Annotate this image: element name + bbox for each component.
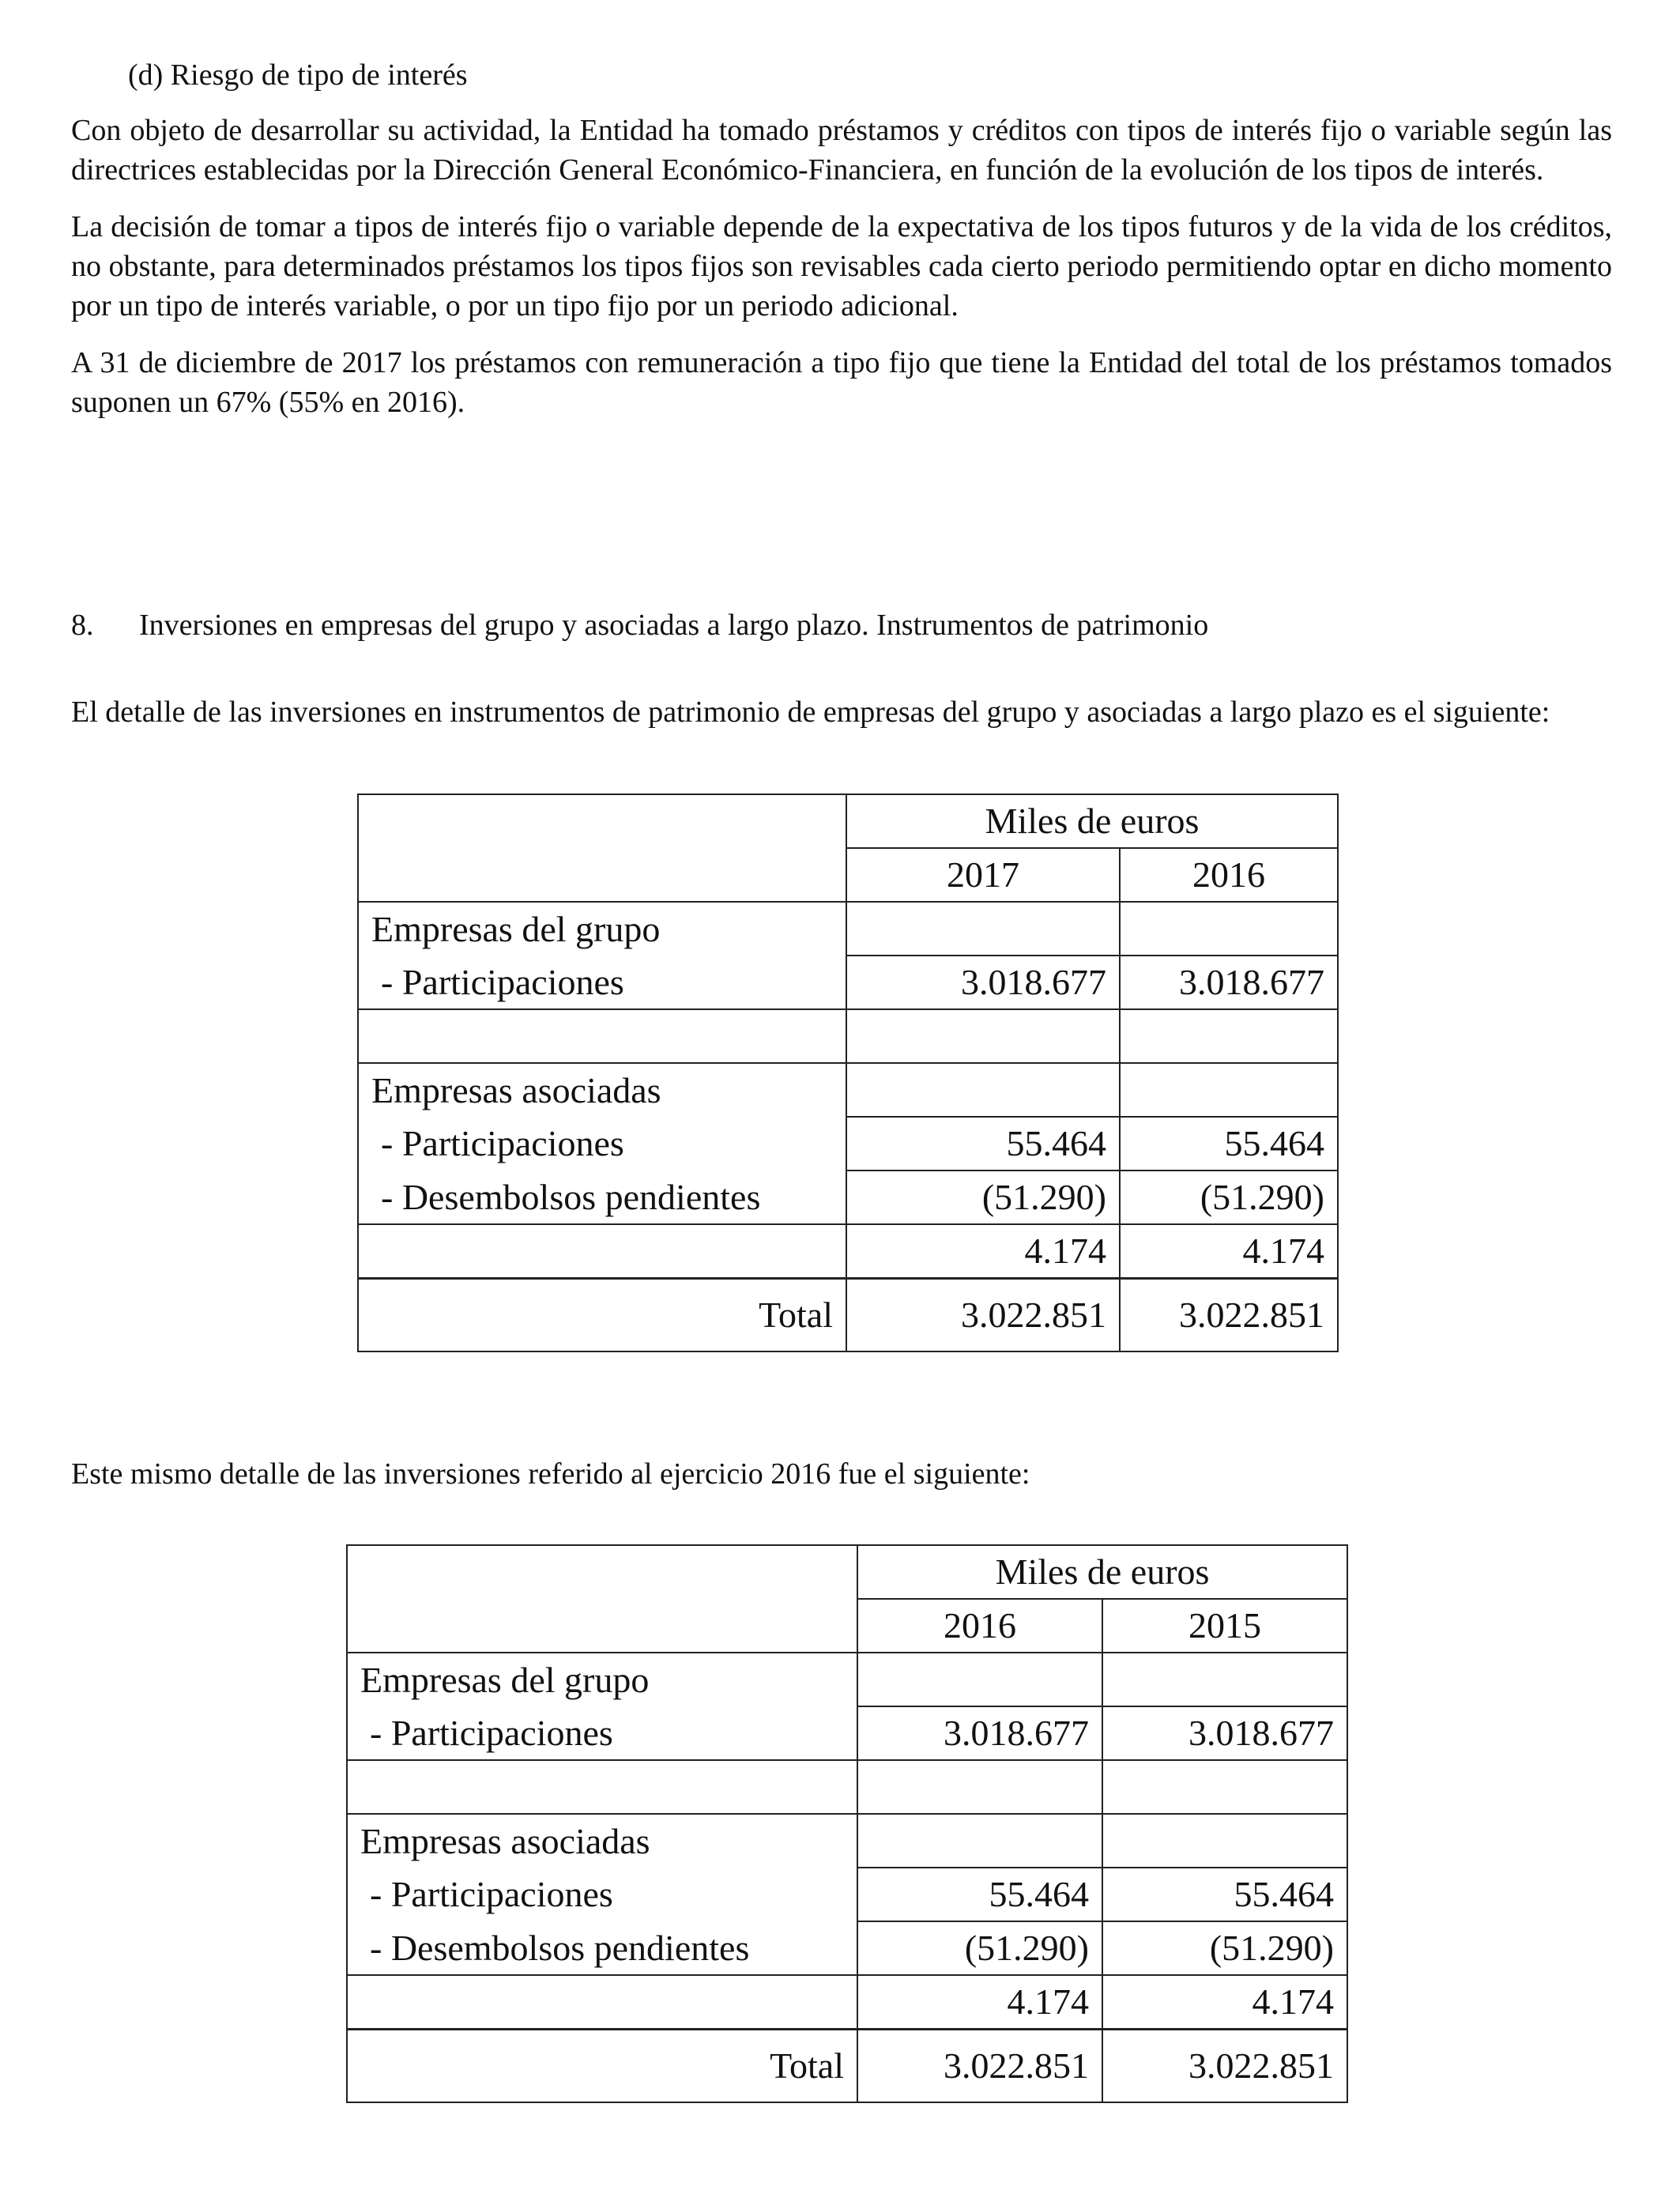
empty-cell (1120, 902, 1338, 956)
assoc-label: Empresas asociadas (347, 1814, 857, 1868)
assoc-participaciones-b: 55.464 (1120, 1117, 1338, 1171)
empty-cell (857, 1653, 1102, 1706)
section-heading (71, 607, 1208, 643)
empty-cell (846, 1063, 1120, 1117)
desembolsos-a: (51.290) (846, 1171, 1120, 1224)
subtotal-a: 4.174 (857, 1975, 1102, 2030)
paragraph-3: A 31 de diciembre de 2017 los préstamos con remuneración a tipo fijo que tiene la Entidad del total de los préstamos tomados suponen un 67% (55% en 2016). (71, 346, 1612, 419)
intro-text-2: Este mismo detalle de las inversiones referido al ejercicio 2016 fue el siguiente: (71, 1457, 1030, 1491)
subtotal-b: 4.174 (1102, 1975, 1347, 2030)
desembolsos-a: (51.290) (857, 1921, 1102, 1975)
unit-header: Miles de euros (846, 794, 1338, 848)
assoc-participaciones-label: - Participaciones (347, 1868, 857, 1921)
paragraph-1: Con objeto de desarrollar su actividad, la Entidad ha tomado préstamos y créditos con tipos de interés fijo o variable según las directrices establecidas por la Dirección General Económico-Financiera, en función de la evolución de los tipos de interés. (71, 114, 1612, 187)
total-b: 3.022.851 (1102, 2030, 1347, 2103)
year-header-b: 2016 (1120, 848, 1338, 902)
empty-cell (857, 1814, 1102, 1868)
spacer-cell (857, 1760, 1102, 1814)
subtotal-a: 4.174 (846, 1224, 1120, 1279)
total-a: 3.022.851 (846, 1279, 1120, 1352)
total-label: Total (358, 1279, 846, 1352)
total-label: Total (347, 2030, 857, 2103)
group-label: Empresas del grupo (347, 1653, 857, 1706)
subtotal-blank-cell (358, 1224, 846, 1279)
group-participaciones-a: 3.018.677 (857, 1706, 1102, 1760)
assoc-participaciones-label: - Participaciones (358, 1117, 846, 1171)
year-header-a: 2016 (857, 1599, 1102, 1653)
group-participaciones-b: 3.018.677 (1120, 956, 1338, 1009)
assoc-participaciones-a: 55.464 (857, 1868, 1102, 1921)
desembolsos-label: - Desembolsos pendientes (358, 1171, 846, 1224)
section-number: 8. (71, 609, 94, 642)
empty-cell (1102, 1814, 1347, 1868)
intro-text: El detalle de las inversiones en instrumentos de patrimonio de empresas del grupo y asociadas a largo plazo es el siguiente: (71, 696, 1550, 729)
year-header-b: 2015 (1102, 1599, 1347, 1653)
assoc-label: Empresas asociadas (358, 1063, 846, 1117)
empty-cell (1120, 1063, 1338, 1117)
subsection-title: (d) Riesgo de tipo de interés (128, 58, 468, 92)
subtotal-blank-cell (347, 1975, 857, 2030)
header-blank-cell (347, 1545, 857, 1653)
assoc-participaciones-a: 55.464 (846, 1117, 1120, 1171)
group-participaciones-a: 3.018.677 (846, 956, 1120, 1009)
spacer-cell (1120, 1009, 1338, 1063)
desembolsos-b: (51.290) (1102, 1921, 1347, 1975)
spacer-cell (846, 1009, 1120, 1063)
paragraph-2: La decisión de tomar a tipos de interés fijo o variable depende de la expectativa de los tipos futuros y de la vida de los créditos, no obstante, para determinados préstamos los tipos fijos son revisables cada cierto periodo permitiendo optar en dicho momento por un tipo de interés variable, o por un tipo fijo por un periodo adicional. (71, 210, 1612, 322)
investments-table-2016 (346, 1544, 1348, 2103)
section-title: Inversiones en empresas del grupo y asociadas a largo plazo. Instrumentos de patrimonio (139, 609, 1209, 642)
total-b: 3.022.851 (1120, 1279, 1338, 1352)
group-participaciones-b: 3.018.677 (1102, 1706, 1347, 1760)
empty-cell (1102, 1653, 1347, 1706)
risk-section (71, 57, 1612, 422)
desembolsos-label: - Desembolsos pendientes (347, 1921, 857, 1975)
group-label: Empresas del grupo (358, 902, 846, 956)
desembolsos-b: (51.290) (1120, 1171, 1338, 1224)
total-a: 3.022.851 (857, 2030, 1102, 2103)
empty-cell (846, 902, 1120, 956)
unit-header: Miles de euros (857, 1545, 1347, 1599)
subtotal-b: 4.174 (1120, 1224, 1338, 1279)
spacer-cell (358, 1009, 846, 1063)
assoc-participaciones-b: 55.464 (1102, 1868, 1347, 1921)
header-blank-cell (358, 794, 846, 902)
group-participaciones-label: - Participaciones (347, 1706, 857, 1760)
investments-table-2017 (357, 794, 1339, 1352)
spacer-cell (347, 1760, 857, 1814)
spacer-cell (1102, 1760, 1347, 1814)
year-header-a: 2017 (846, 848, 1120, 902)
group-participaciones-label: - Participaciones (358, 956, 846, 1009)
